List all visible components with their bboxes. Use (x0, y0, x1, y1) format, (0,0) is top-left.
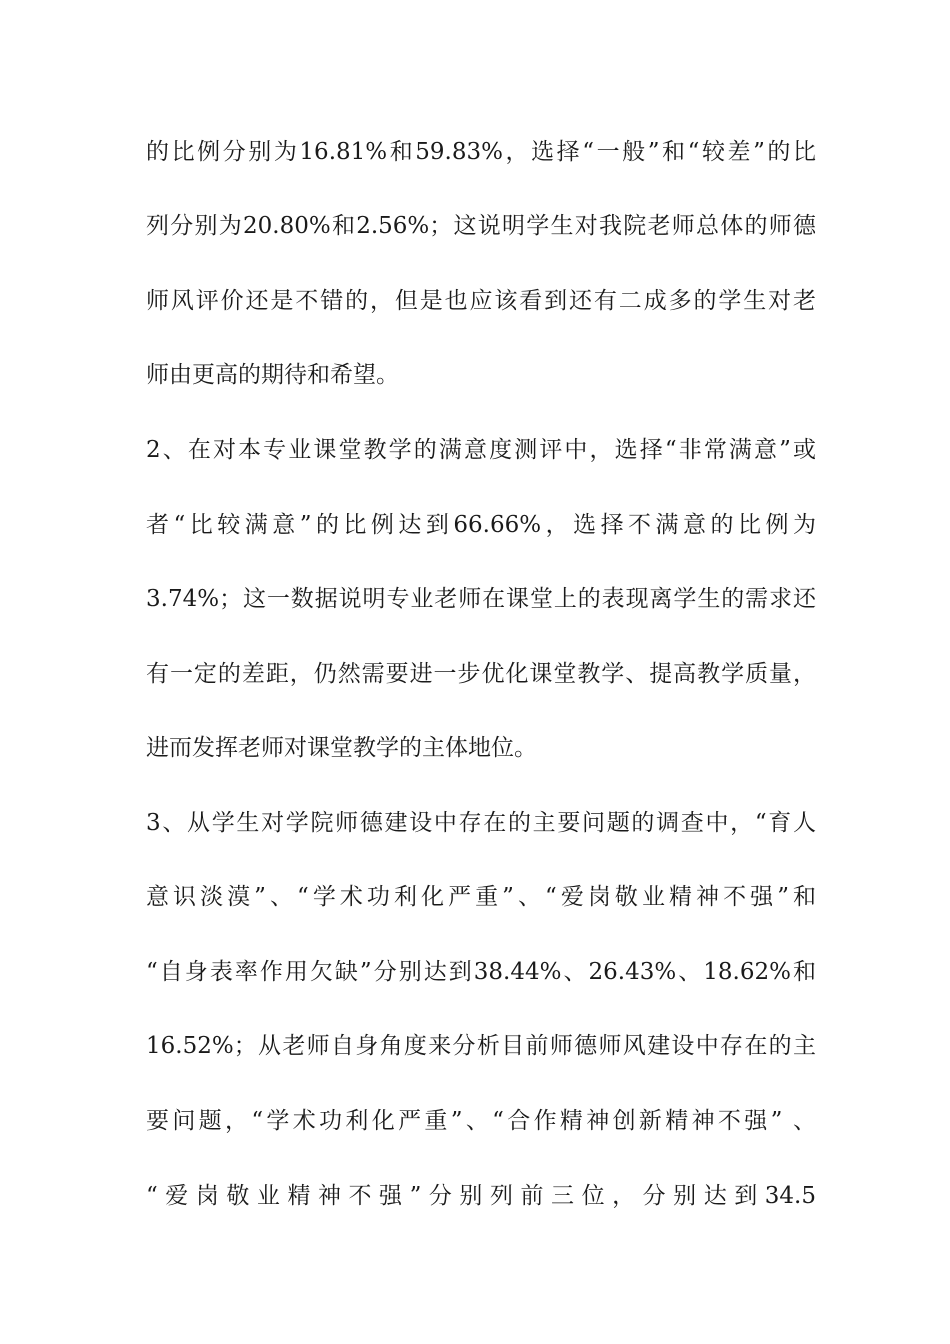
paragraph-line: 3、从学生对学院师德建设中存在的主要问题的调查中，“育人 (146, 810, 816, 836)
paragraph-line: 者“比较满意”的比例达到66.66%，选择不满意的比例为 (146, 512, 816, 538)
paragraph-line: 列分别为20.80%和2.56%；这说明学生对我院老师总体的师德 (146, 213, 816, 239)
paragraph-line: “自身表率作用欠缺”分别达到38.44%、26.43%、18.62%和 (146, 959, 816, 985)
paragraph-line: 16.52%；从老师自身角度来分析目前师德师风建设中存在的主 (146, 1033, 816, 1059)
paragraph-line: 要问题，“学术功利化严重”、“合作精神创新精神不强” 、 (146, 1108, 816, 1134)
paragraph-line: 3.74%；这一数据说明专业老师在课堂上的表现离学生的需求还 (146, 586, 816, 612)
paragraph-line: 意识淡漠”、“学术功利化严重”、“爱岗敬业精神不强”和 (146, 884, 816, 910)
paragraph-line: 师风评价还是不错的，但是也应该看到还有二成多的学生对老 (146, 288, 816, 314)
paragraph-line: 进而发挥老师对课堂教学的主体地位。 (146, 735, 537, 761)
paragraph-line: 2、在对本专业课堂教学的满意度测评中，选择“非常满意”或 (146, 437, 816, 463)
paragraph-line: 有一定的差距，仍然需要进一步优化课堂教学、提高教学质量， (146, 661, 816, 687)
paragraph-line: 师由更高的期待和希望。 (146, 362, 399, 388)
paragraph-line: 的比例分别为16.81%和59.83%，选择“一般”和“较差”的比 (146, 139, 816, 165)
paragraph-line: “爱岗敬业精神不强”分别列前三位，分别达到34.5 (146, 1183, 816, 1209)
